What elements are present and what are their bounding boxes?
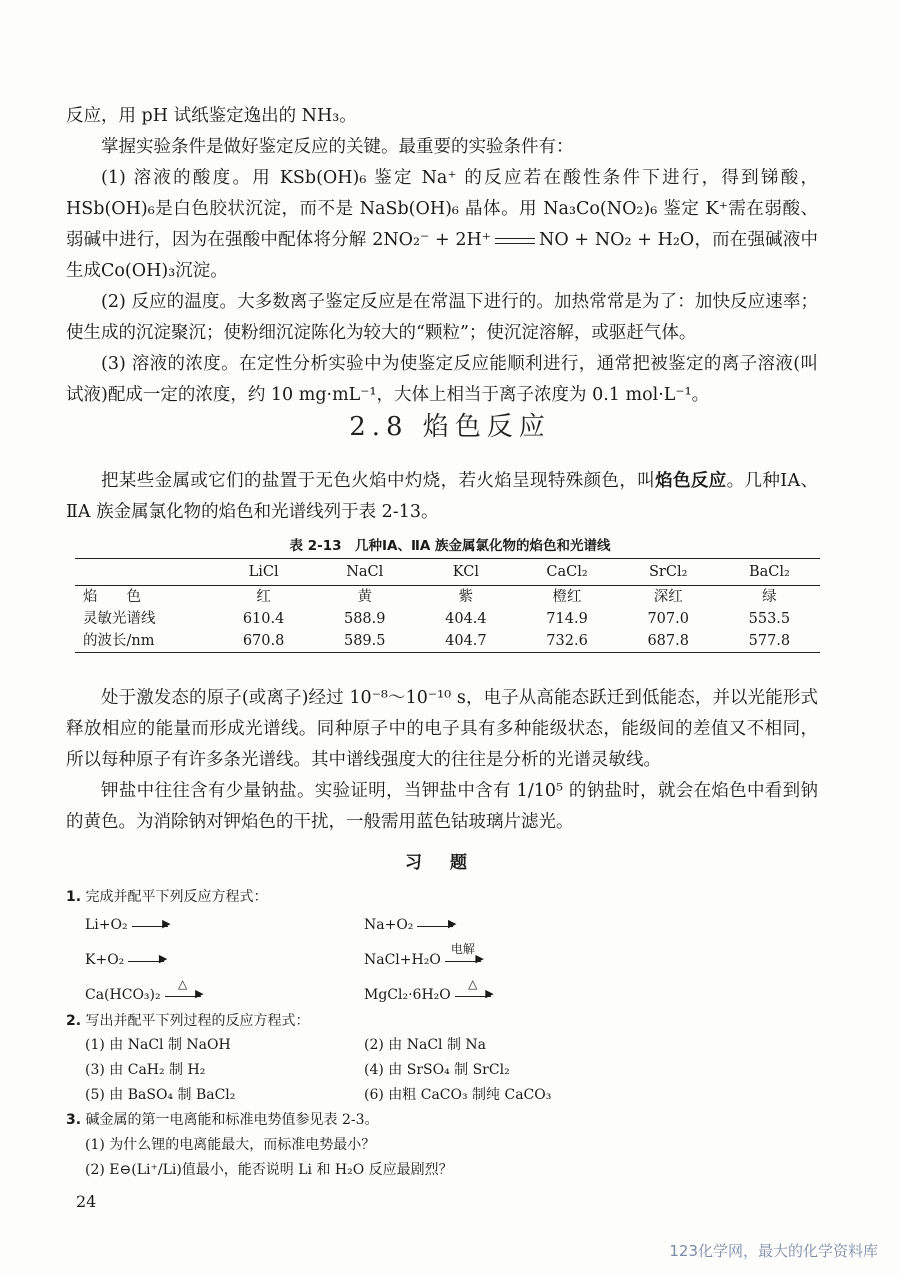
exercise-number: 3. xyxy=(66,1112,82,1128)
table-row-label: 的波长/nm xyxy=(83,633,155,649)
table-header-cell: LiCl xyxy=(248,564,279,580)
table-cell: 绿 xyxy=(762,589,777,605)
equation xyxy=(85,915,171,935)
equation xyxy=(364,915,457,935)
table-cell: 714.9 xyxy=(546,611,588,627)
table-cell: 深红 xyxy=(653,589,683,605)
heating-arrow-icon: △ ▶ xyxy=(455,994,491,997)
paragraph-concentration: (3) 溶液的浓度。在定性分析实验中为使鉴定反应能顺利进行，通常把被鉴定的离子溶液(叫试液)配成一定的浓度，约 10 mg·mL⁻¹，大体上相当于离子浓度为 0.1 mol·L⁻¹。 xyxy=(66,354,818,405)
equation xyxy=(85,950,168,970)
table-header-cell: CaCl₂ xyxy=(546,564,588,580)
table-cell: 黄 xyxy=(357,589,372,605)
list-item: (1) 为什么锂的电离能最大，而标准电势最小？ xyxy=(85,1137,376,1153)
body-text-top xyxy=(66,101,818,411)
exercise-number: 2. xyxy=(66,1013,82,1029)
table-row xyxy=(75,608,820,630)
paragraph-conditions-intro: 掌握实验条件是做好鉴定反应的关键。最重要的实验条件有： xyxy=(101,137,574,157)
table-row-label: 焰 色 xyxy=(83,589,141,605)
equation xyxy=(364,941,484,970)
intro-text-b: 。几种ⅠA、ⅡA 族金属氯化物的焰色和光谱线列于表 2-13。 xyxy=(66,471,818,522)
paragraph-continuation: 反应，用 pH 试纸鉴定逸出的 NH₃。 xyxy=(66,106,357,126)
exercise-text: 完成并配平下列反应方程式： xyxy=(85,889,268,905)
table-caption: 表 2-13 几种ⅠA、ⅡA 族金属氯化物的焰色和光谱线 xyxy=(289,538,611,554)
list-item: (3) 由 CaH₂ 制 H₂ xyxy=(85,1062,206,1078)
acidity-text-b: NO + NO₂ + H₂O，而在强碱液中生成Co(OH)₃沉淀。 xyxy=(66,230,818,281)
paragraph-acidity xyxy=(66,163,818,287)
table-cell: 553.5 xyxy=(748,611,791,627)
table-cell: 紫 xyxy=(458,589,474,605)
reaction-arrow-icon: ▶ xyxy=(417,924,453,927)
equation-lhs: Li+O₂ xyxy=(85,917,128,933)
paragraph-temperature: (2) 反应的温度。大多数离子鉴定反应是在常温下进行的。加热常常是为了：加快反应速率；使生成的沉淀聚沉；使粉细沉淀陈化为较大的“颗粒”；使沉淀溶解，或驱赶气体。 xyxy=(66,292,818,343)
equation-lhs: K+O₂ xyxy=(85,952,125,968)
list-item: (4) 由 SrSO₄ 制 SrCl₂ xyxy=(364,1062,510,1078)
table-cell: 404.7 xyxy=(445,633,487,649)
flame-color-table xyxy=(75,558,820,653)
table-row-label: 灵敏光谱线 xyxy=(83,611,156,627)
table-cell: 610.4 xyxy=(242,611,285,627)
table-row xyxy=(75,630,820,653)
table-header-corner xyxy=(75,559,213,586)
equation-lhs: MgCl₂·6H₂O xyxy=(364,987,451,1003)
electrolysis-arrow-icon: 电解 ▶ xyxy=(445,959,481,962)
list-item: (1) 由 NaCl 制 NaOH xyxy=(85,1037,231,1053)
equation xyxy=(364,976,494,1005)
table-cell: 732.6 xyxy=(546,633,588,649)
table-cell: 588.9 xyxy=(343,611,386,627)
section-intro xyxy=(66,466,818,528)
table-cell: 687.8 xyxy=(647,633,689,649)
list-item: (5) 由 BaSO₄ 制 BaCl₂ xyxy=(85,1087,236,1103)
table-cell: 404.4 xyxy=(445,611,487,627)
paragraph-flame-intro xyxy=(66,466,818,528)
exercise-text: 碱金属的第一电离能和标准电势值参见表 2-3。 xyxy=(85,1112,379,1128)
table-cell: 橙红 xyxy=(552,589,582,605)
equation xyxy=(85,976,204,1005)
exercise-1-heading xyxy=(66,887,268,907)
page-number: 24 xyxy=(76,1192,97,1211)
paragraph-potassium: 钾盐中往往含有少量钠盐。实验证明，当钾盐中含有 1/10⁵ 的钠盐时，就会在焰色中看到钠的黄色。为消除钠对钾焰色的干扰，一般需用蓝色钴玻璃片滤光。 xyxy=(66,781,818,832)
watermark-text: 123化学网，最大的化学资料库 xyxy=(669,1242,878,1260)
flame-reaction-term: 焰色反应 xyxy=(655,471,727,491)
table-cell: 红 xyxy=(256,589,271,605)
heating-arrow-icon: △ ▶ xyxy=(165,994,201,997)
intro-text-a: 把某些金属或它们的盐置于无色火焰中灼烧，若火焰呈现特殊颜色，叫 xyxy=(101,471,656,491)
list-item: (2) 由 NaCl 制 Na xyxy=(364,1037,487,1053)
paragraph-excited-state: 处于激发态的原子(或离子)经过 10⁻⁸～10⁻¹⁰ s，电子从高能态跃迁到低能态，并以光能形式释放相应的能量而形成光谱线。同种原子中的电子具有多种能级状态，能级间的差值又不相同，所以每种原子有许多条光谱线。其中谱线强度大的往往是分析的光谱灵敏线。 xyxy=(66,688,818,770)
list-item: (6) 由粗 CaCO₃ 制纯 CaCO₃ xyxy=(364,1087,552,1103)
table-cell: 707.0 xyxy=(647,611,689,627)
table-header-cell: BaCl₂ xyxy=(748,564,790,580)
table-header-row xyxy=(75,559,820,586)
equation-lhs: NaCl+H₂O xyxy=(364,952,441,968)
body-text-bottom xyxy=(66,683,818,838)
exercise-number: 1. xyxy=(66,889,82,905)
reaction-arrow-icon: ▶ xyxy=(128,959,164,962)
table-header-cell: SrCl₂ xyxy=(648,564,688,580)
section-title: 2.8 焰色反应 xyxy=(349,412,551,442)
table-header-cell: KCl xyxy=(452,564,479,580)
equation-lhs: Ca(HCO₃)₂ xyxy=(85,987,161,1003)
reaction-arrow-icon: ▶ xyxy=(132,924,168,927)
exercise-3-heading xyxy=(66,1110,379,1130)
exercise-2-heading xyxy=(66,1011,310,1031)
equation-lhs: Na+O₂ xyxy=(364,917,414,933)
table-row xyxy=(75,586,820,609)
equilibrium-arrow-icon xyxy=(495,238,535,244)
exercise-text: 写出并配平下列过程的反应方程式： xyxy=(85,1013,310,1029)
table-cell: 670.8 xyxy=(242,633,285,649)
table-cell: 577.8 xyxy=(748,633,791,649)
table-cell: 589.5 xyxy=(343,633,386,649)
exercises-title: 习题 xyxy=(405,853,495,873)
acidity-text-a: (1) 溶液的酸度。用 KSb(OH)₆ 鉴定 Na⁺ 的反应若在酸性条件下进行，得到锑酸，HSb(OH)₆是白色胶状沉淀，而不是 NaSb(OH)₆ 晶体。用 Na₃Co(NO₂)₆ 鉴定 K⁺需在弱酸、弱碱中进行，因为在强酸中配体将分解 2NO₂⁻ + 2H⁺ xyxy=(66,168,818,250)
table-header-cell: NaCl xyxy=(346,564,384,580)
list-item: (2) E⊖(Li⁺/Li)值最小，能否说明 Li 和 H₂O 反应最剧烈？ xyxy=(85,1162,453,1178)
